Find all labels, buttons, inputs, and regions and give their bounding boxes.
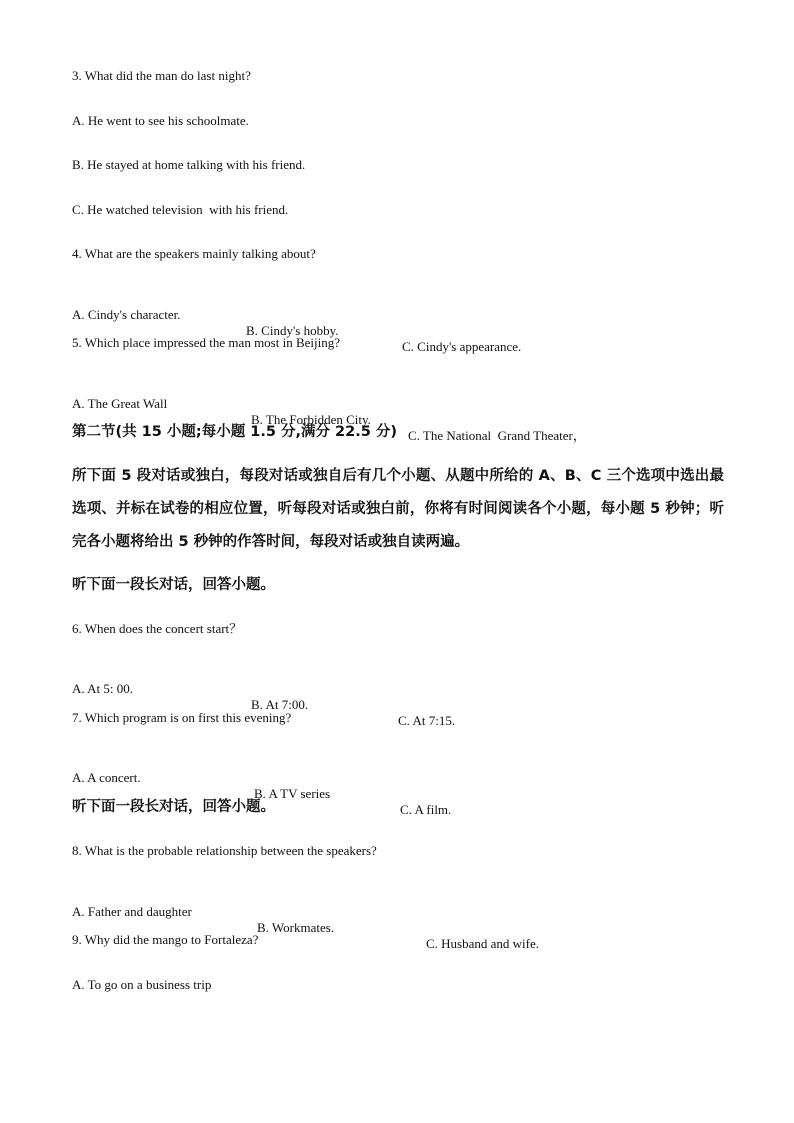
- question-3-option-b: B. He stayed at home talking with his friend.: [72, 157, 306, 172]
- question-7-option-a: A. A concert.: [72, 770, 141, 785]
- question-7-stem: 7. Which program is on first this evening?: [72, 710, 292, 725]
- question-5-stem: 5. Which place impressed the man most in Beijing?: [72, 335, 341, 350]
- question-6-option-c: C. At 7:15.: [398, 713, 456, 728]
- question-3-option-a: A. He went to see his schoolmate.: [72, 113, 249, 128]
- question-6-stem: 6. When does the concert start？: [72, 621, 243, 636]
- question-3-option-c: C. He watched television with his friend.: [72, 202, 289, 217]
- question-6-option-b: B. At 7:00.: [251, 697, 309, 712]
- dialogue-intro-1: 听下面一段长对话，回答小题。: [72, 577, 275, 593]
- question-4-option-c: C. Cindy's appearance.: [402, 339, 522, 354]
- question-5-option-c: C. The National Grand Theater，: [408, 428, 586, 443]
- question-9-stem: 9. Why did the mango to Fortaleza?: [72, 932, 259, 947]
- question-4-option-a: A. Cindy's character.: [72, 307, 181, 322]
- question-8-option-c: C. Husband and wife.: [426, 936, 540, 951]
- question-7-option-c: C. A film.: [400, 802, 452, 817]
- dialogue-intro-2: 听下面一段长对话，回答小题。: [72, 799, 275, 815]
- question-6-option-a: A. At 5: 00.: [72, 681, 134, 696]
- question-3-stem: 3. What did the man do last night?: [72, 68, 251, 83]
- question-8-option-b: B. Workmates.: [257, 920, 335, 935]
- question-4-option-b: B. Cindy's hobby.: [246, 323, 339, 338]
- question-8-option-a: A. Father and daughter: [72, 904, 192, 919]
- question-4-stem: 4. What are the speakers mainly talking about?: [72, 246, 316, 261]
- question-7-option-b: B. A TV series: [254, 786, 331, 801]
- question-5-option-b: B. The Forbidden City.: [251, 412, 371, 427]
- section-title: 第二节(共 15 小题;每小题 1.5 分,满分 22.5 分): [72, 424, 397, 440]
- question-5-option-a: A. The Great Wall: [72, 396, 168, 411]
- question-9-option-a: A. To go on a business trip: [72, 977, 212, 992]
- question-8-stem: 8. What is the probable relationship between the speakers?: [72, 843, 377, 858]
- section-instructions: 所下面 5 段对话或独白，每段对话或独自后有几个小题、从题中所给的 A、B、C 三个选项中选出最选项、并标在试卷的相应位置，听每段对话或独白前，你将有时间阅读各个小题，每小题 5 秒钟；听完各小题将给出 5 秒钟的作答时间，每段对话或独自读两遍。: [72, 468, 724, 550]
